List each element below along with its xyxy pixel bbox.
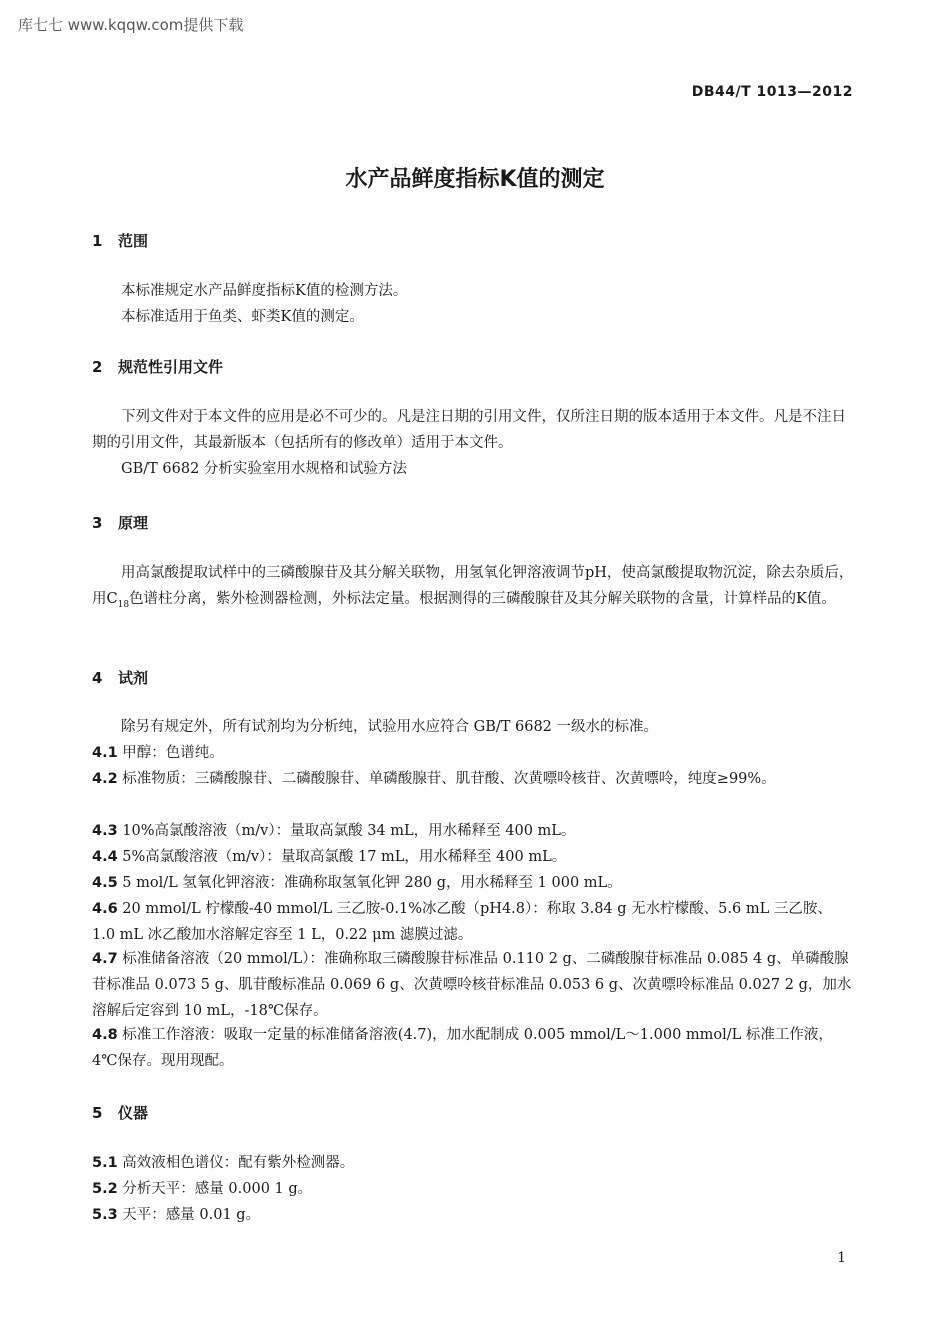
item-number: 4.6 — [92, 901, 118, 917]
instrument-item — [92, 1176, 854, 1202]
item-text: 标准工作溶液：吸取一定量的标准储备溶液(4.7)，加水配制成 0.005 mmol/L～1.000 mmol/L 标准工作液，4℃保存。现用现配。 — [92, 1027, 833, 1069]
principle-text-b: 色谱柱分离，紫外检测器检测，外标法定量。根据测得的三磷酸腺苷及其分解关联物的含量，计算样品的K值。 — [129, 591, 836, 607]
item-number: 4.1 — [92, 745, 118, 761]
item-number: 4.2 — [92, 771, 118, 787]
item-number: 4.8 — [92, 1027, 118, 1043]
instrument-item — [92, 1150, 854, 1176]
principle-text-a: 用高氯酸提取试样中的三磷酸腺苷及其分解关联物，用氢氧化钾溶液调节pH，使高氯酸提取物沉淀，除去杂质后，用C — [92, 565, 854, 607]
scope-line-1: 本标准规定水产品鲜度指标K值的检测方法。 — [121, 283, 408, 299]
instrument-item — [92, 1202, 854, 1228]
section-number: 1 — [92, 232, 103, 250]
principle-subscript: 18 — [117, 599, 130, 610]
item-number: 4.7 — [92, 951, 118, 967]
item-text: 分析天平：感量 0.000 1 g。 — [122, 1181, 313, 1197]
item-text: 标准储备溶液（20 mmol/L）：准确称取三磷酸腺苷标准品 0.110 2 g、二磷酸腺苷标准品 0.085 4 g、单磷酸腺苷标准品 0.073 5 g、肌苷酸标准品 0.069 6 g、次黄嘌呤核苷标准品 0.053 6 g、次黄嘌呤标准品 0.027 2 g，加水溶解后定容到 10 mL，-18℃保存。 — [92, 951, 852, 1019]
section-number: 5 — [92, 1104, 103, 1122]
section-5-heading — [92, 1102, 148, 1123]
item-number: 4.3 — [92, 823, 118, 839]
reagent-item — [92, 946, 854, 1024]
item-text: 甲醇：色谱纯。 — [122, 745, 224, 761]
reagent-item — [92, 870, 854, 896]
section-title: 试剂 — [118, 669, 149, 687]
section-title: 原理 — [118, 514, 149, 532]
reagents-intro: 除另有规定外，所有试剂均为分析纯，试验用水应符合 GB/T 6682 一级水的标准。 — [121, 719, 659, 735]
reagent-item — [92, 896, 854, 948]
section-number: 3 — [92, 514, 103, 532]
section-number: 2 — [92, 358, 103, 376]
item-text: 10%高氯酸溶液（m/v）：量取高氯酸 34 mL，用水稀释至 400 mL。 — [122, 823, 576, 839]
page-number: 1 — [837, 1250, 846, 1266]
item-number: 5.3 — [92, 1207, 118, 1223]
section-1-heading — [92, 230, 148, 251]
principle-paragraph — [92, 560, 854, 618]
reagent-item — [92, 740, 854, 766]
section-title: 范围 — [118, 232, 149, 250]
section-title: 仪器 — [118, 1104, 149, 1122]
reagent-item — [92, 844, 854, 870]
item-text: 5%高氯酸溶液（m/v）：量取高氯酸 17 mL，用水稀释至 400 mL。 — [122, 849, 567, 865]
reagent-item — [92, 766, 854, 792]
reagent-item — [92, 1022, 854, 1074]
item-number: 5.2 — [92, 1181, 118, 1197]
references-paragraph: 下列文件对于本文件的应用是必不可少的。凡是注日期的引用文件，仅所注日期的版本适用于本文件。凡是不注日期的引用文件，其最新版本（包括所有的修改单）适用于本文件。 — [92, 409, 846, 451]
item-number: 4.4 — [92, 849, 118, 865]
reference-gbt6682: GB/T 6682 分析实验室用水规格和试验方法 — [121, 461, 407, 477]
section-title: 规范性引用文件 — [118, 358, 224, 376]
item-text: 高效液相色谱仪：配有紫外检测器。 — [122, 1155, 355, 1171]
document-title: 水产品鲜度指标K值的测定 — [345, 167, 605, 192]
section-3-heading — [92, 512, 148, 533]
item-text: 5 mol/L 氢氧化钾溶液：准确称取氢氧化钾 280 g，用水稀释至 1 000 mL。 — [122, 875, 622, 891]
item-number: 5.1 — [92, 1155, 118, 1171]
section-number: 4 — [92, 669, 103, 687]
document-number: DB44/T 1013—2012 — [691, 84, 853, 100]
item-text: 天平：感量 0.01 g。 — [122, 1207, 261, 1223]
reagent-item — [92, 818, 854, 844]
watermark-text: 库七七 www.kqqw.com提供下载 — [18, 16, 244, 34]
scope-line-2: 本标准适用于鱼类、虾类K值的测定。 — [121, 309, 364, 325]
section-2-heading — [92, 356, 223, 377]
item-number: 4.5 — [92, 875, 118, 891]
item-text: 20 mmol/L 柠檬酸-40 mmol/L 三乙胺-0.1%冰乙酸（pH4.8）：称取 3.84 g 无水柠檬酸、5.6 mL 三乙胺、1.0 mL 冰乙酸加水溶解定容至 1 L，0.22 μm 滤膜过滤。 — [92, 901, 832, 943]
item-text: 标准物质：三磷酸腺苷、二磷酸腺苷、单磷酸腺苷、肌苷酸、次黄嘌呤核苷、次黄嘌呤，纯度≥99%。 — [122, 771, 776, 787]
section-4-heading — [92, 667, 148, 688]
